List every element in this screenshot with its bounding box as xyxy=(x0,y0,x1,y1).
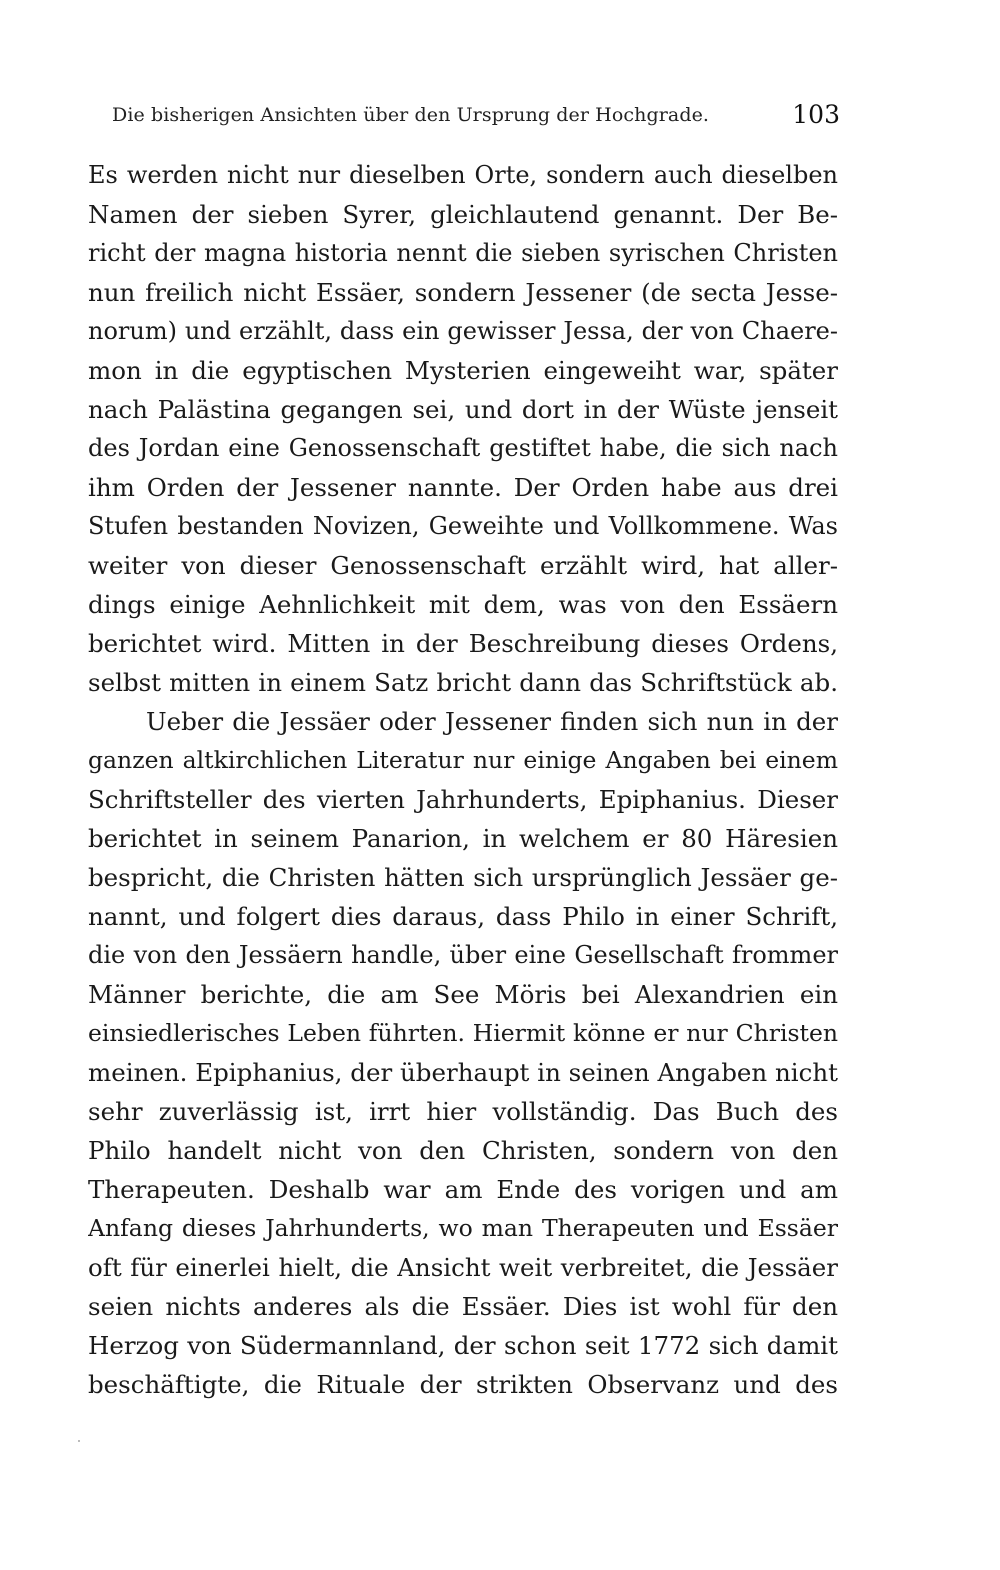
text-line: norum) und erzählt, dass ein gewisser Jessa, der von Chaere- xyxy=(88,317,838,345)
text-line: nach Palästina gegangen sei, und dort in der Wüste jenseit xyxy=(88,395,838,424)
text-line: ihm Orden der Jessener nannte. Der Orden habe aus drei xyxy=(88,473,838,502)
text-line: die von den Jessäern handle, über eine Gesellschaft frommer xyxy=(88,941,838,969)
text-line: berichtet in seinem Panarion, in welchem er 80 Häresien xyxy=(88,824,838,853)
paragraph-2 xyxy=(88,702,838,1404)
text-line: Philo handelt nicht von den Christen, sondern von den xyxy=(88,1136,838,1165)
text-line: des Jordan eine Genossenschaft gestiftet habe, die sich nach xyxy=(88,434,838,462)
running-title: Die bisherigen Ansichten über den Ursprung der Hochgrade. xyxy=(112,104,710,126)
text-line: Namen der sieben Syrer, gleichlautend genannt. Der Be- xyxy=(88,200,838,229)
text-line: bespricht, die Christen hätten sich ursprünglich Jessäer ge- xyxy=(88,863,838,892)
text-line: Männer berichte, die am See Möris bei Alexandrien ein xyxy=(88,980,838,1009)
text-line: mon in die egyptischen Mysterien eingeweiht war, später xyxy=(88,356,838,385)
paragraph-1 xyxy=(88,156,838,702)
text-line: meinen. Epiphanius, der überhaupt in seinen Angaben nicht xyxy=(88,1058,838,1087)
text-line: nun freilich nicht Essäer, sondern Jessener (de secta Jesse- xyxy=(88,278,838,307)
text-line: selbst mitten in einem Satz bricht dann das Schriftstück ab. xyxy=(88,668,838,697)
text-line: Herzog von Südermannland, der schon seit 1772 sich damit xyxy=(88,1331,838,1360)
text-line: weiter von dieser Genossenschaft erzählt wird, hat aller- xyxy=(88,551,838,580)
text-line: beschäftigte, die Rituale der strikten Observanz und des xyxy=(88,1370,838,1399)
body-text xyxy=(88,156,838,1404)
text-line: seien nichts anderes als die Essäer. Dies ist wohl für den xyxy=(88,1292,838,1321)
text-line: dings einige Aehnlichkeit mit dem, was von den Essäern xyxy=(88,590,838,619)
text-line: ganzen altkirchlichen Literatur nur einige Angaben bei einem xyxy=(88,746,838,774)
text-line: Therapeuten. Deshalb war am Ende des vorigen und am xyxy=(88,1175,838,1204)
text-line: einsiedlerisches Leben führten. Hiermit könne er nur Christen xyxy=(88,1019,838,1047)
text-line: Anfang dieses Jahrhunderts, wo man Therapeuten und Essäer xyxy=(88,1214,838,1242)
text-line: berichtet wird. Mitten in der Beschreibung dieses Ordens, xyxy=(88,629,838,658)
running-head xyxy=(112,100,840,132)
paper-speck xyxy=(78,1440,80,1442)
text-line: richt der magna historia nennt die sieben syrischen Christen xyxy=(88,239,838,267)
text-line: Stufen bestanden Novizen, Geweihte und Vollkommene. Was xyxy=(88,512,838,540)
text-line: sehr zuverlässig ist, irrt hier vollständig. Das Buch des xyxy=(88,1097,838,1126)
text-line: Es werden nicht nur dieselben Orte, sondern auch dieselben xyxy=(88,161,838,189)
text-line: Ueber die Jessäer oder Jessener finden sich nun in der xyxy=(146,707,838,736)
page-number: 103 xyxy=(792,100,840,129)
text-line: nannt, und folgert dies daraus, dass Philo in einer Schrift, xyxy=(88,902,838,931)
text-line: Schriftsteller des vierten Jahrhunderts, Epiphanius. Dieser xyxy=(88,785,838,814)
text-line: oft für einerlei hielt, die Ansicht weit verbreitet, die Jessäer xyxy=(88,1253,838,1282)
